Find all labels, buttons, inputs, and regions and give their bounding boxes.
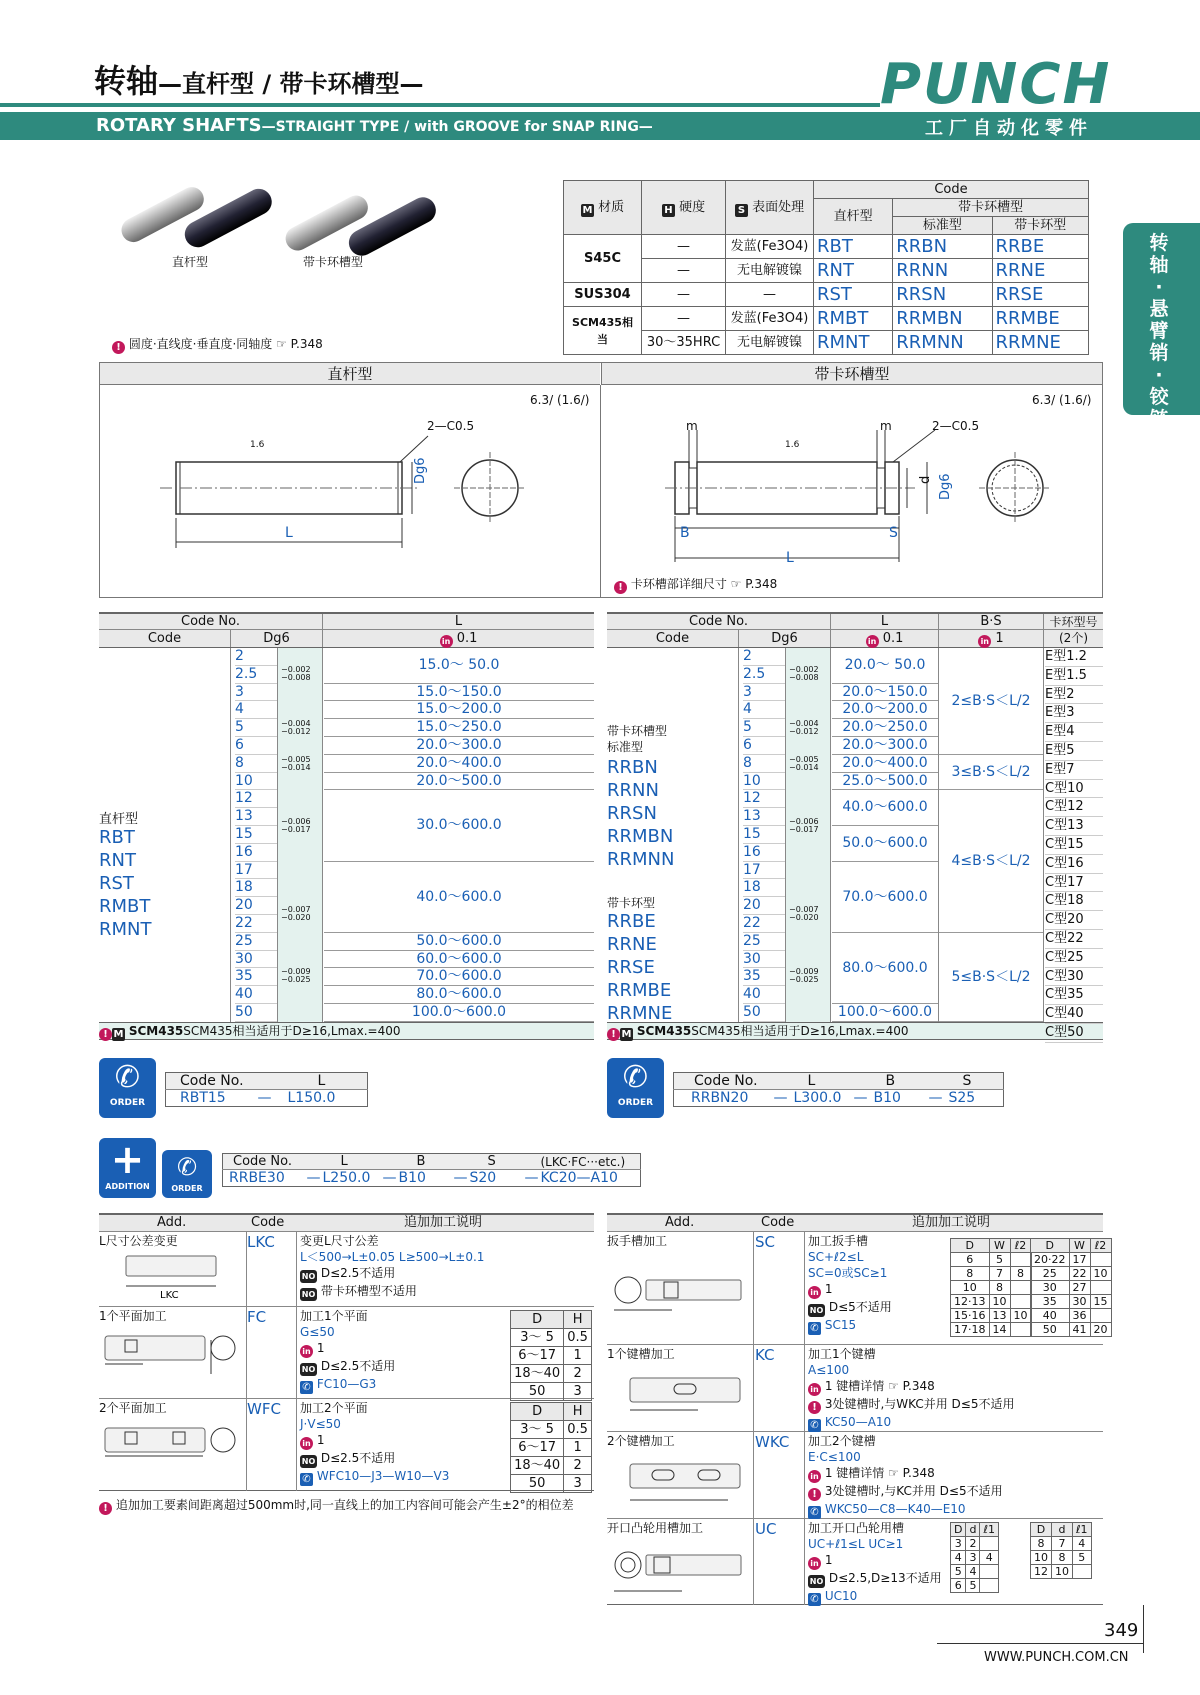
range-value: 20.0～300.0 <box>324 737 594 755</box>
table-header: W <box>1069 1239 1090 1253</box>
table-cell: 17 <box>1069 1253 1090 1267</box>
table-header: D <box>951 1523 966 1537</box>
d-value: 30 <box>743 951 785 969</box>
footer-url: WWW.PUNCH.COM.CN <box>984 1650 1129 1665</box>
table-header: W <box>989 1239 1010 1253</box>
table-cell: 12 <box>1031 1565 1052 1579</box>
range-value: 50.0～600.0 <box>324 933 594 951</box>
table-cell: 8 <box>1031 1537 1052 1551</box>
ring-type: E型5 <box>1045 742 1103 761</box>
tolerance-label: −0.004 −0.012 <box>789 719 819 736</box>
range-value: 5≤B·S＜L/2 <box>939 933 1043 1022</box>
range-value: 20.0～300.0 <box>832 737 938 755</box>
table-cell: 27 <box>1069 1281 1090 1295</box>
fc-h-table: D H 3～ 5 0.5 6～17 1 18～40 2 50 3 <box>510 1310 592 1401</box>
d-value: 5 <box>235 719 277 737</box>
d-value: 16 <box>235 844 277 862</box>
table-cell: 5 <box>989 1253 1010 1267</box>
table-cell: 15 <box>1090 1295 1111 1309</box>
table-cell: 4 <box>980 1551 999 1565</box>
table-header: ℓ2 <box>1090 1239 1111 1253</box>
d-value: 12 <box>235 790 277 808</box>
table-cell: 8 <box>951 1267 990 1281</box>
d-value: 50 <box>743 1004 785 1022</box>
d-value: 35 <box>235 968 277 986</box>
add-kc-code: KC <box>755 1346 775 1364</box>
d-value: 20 <box>743 897 785 915</box>
add-kc-desc: 加工1个键槽 A≤100 in 1 键槽详情 ☞ P.348 ! 3处键槽时,与WKC并用 D≤5不适用 ✆ KC50—A10 <box>808 1347 1015 1431</box>
range-value: 20.0～400.0 <box>324 755 594 773</box>
info-icon: ! <box>112 341 125 354</box>
table-cell: 5 <box>951 1565 966 1579</box>
d-value: 15 <box>235 826 277 844</box>
table-cell: 5 <box>966 1579 980 1593</box>
range-value: 15.0～ 50.0 <box>324 648 594 684</box>
footer-rule-v <box>1143 1605 1144 1653</box>
kc-drawing <box>628 1372 748 1422</box>
page-number: 349 <box>1104 1620 1139 1641</box>
ring-type: E型4 <box>1045 723 1103 742</box>
d-value: 17 <box>235 862 277 880</box>
table-cell: 6 <box>951 1579 966 1593</box>
page-title: 转轴—直杆型 / 带卡环槽型— <box>94 62 424 100</box>
range-value: 50.0～600.0 <box>832 826 938 862</box>
range-value: 20.0～150.0 <box>832 684 938 702</box>
d-value: 13 <box>743 808 785 826</box>
ring-type: E型7 <box>1045 761 1103 780</box>
d-value: 4 <box>235 701 277 719</box>
groove-note: ! 卡环槽部详细尺寸 ☞ P.348 <box>614 576 777 594</box>
order-icon-left: ✆ ORDER <box>99 1058 156 1118</box>
add-lkc-name: L尺寸公差变更 <box>99 1234 178 1248</box>
fc-drawing <box>103 1330 243 1380</box>
dim-d: d <box>918 475 933 484</box>
chamfer-right: 2—C0.5 <box>932 419 980 433</box>
photo-label-groove: 带卡环槽型 <box>303 255 364 269</box>
table-cell: 4 <box>966 1565 980 1579</box>
tolerance-label: −0.007 −0.020 <box>281 905 311 922</box>
d-value: 40 <box>743 986 785 1004</box>
table-cell: 15·16 <box>951 1309 990 1323</box>
d-value: 8 <box>235 755 277 773</box>
add-sc-name: 扳手槽加工 <box>607 1234 668 1248</box>
table-cell: 40 <box>1031 1309 1070 1323</box>
table-cell: 30 <box>1031 1281 1070 1295</box>
add-left-header: Add. Code 追加加工说明 <box>99 1215 594 1232</box>
range-value: 20.0～400.0 <box>832 755 938 773</box>
page-title-en: ROTARY SHAFTS—STRAIGHT TYPE / with GROOVE for SNAP RING— <box>96 115 653 136</box>
d-value: 3 <box>743 684 785 702</box>
d-value: 2.5 <box>235 666 277 684</box>
range-value: 25.0～500.0 <box>832 773 938 791</box>
svg-text:LKC: LKC <box>160 1290 179 1300</box>
d-value: 3 <box>235 684 277 702</box>
wkc-drawing <box>628 1458 748 1514</box>
sc-table-2 <box>1030 1238 1112 1337</box>
table-cell: 25 <box>1031 1267 1070 1281</box>
material-table: M 材质 H 硬度 S 表面处理 Code 直杆型 带卡环槽型 标准型 带卡环型 S45C — 发蓝(Fe3O4) RBT RRBN RRBE — 无电解镀镍 RNT RRNN RRNE SUS304 — — RST RRSN RRSE SCM435相当 — 发蓝(Fe3O4) RMBT RRMBN RRMBE 30～35HRC 无电解镀镍 RMNT RRMNN RRMNE <box>563 180 1089 355</box>
range-value: 15.0～150.0 <box>324 684 594 702</box>
drawing-divider <box>600 385 601 597</box>
ring-type: C型50 <box>1045 1024 1103 1043</box>
ring-type: C型30 <box>1045 968 1103 987</box>
range-value: 20.0～200.0 <box>832 701 938 719</box>
add-kc-name: 1个键槽加工 <box>607 1347 675 1361</box>
order-icon-add: ✆ ORDER <box>162 1150 212 1198</box>
d-value: 50 <box>235 1004 277 1022</box>
table-cell: 10 <box>951 1281 990 1295</box>
add-fc-desc: 加工1个平面 G≤50 in 1 NO D≤2.5不适用 ✆ FC10—G3 <box>300 1309 396 1393</box>
table-cell: 4 <box>951 1551 966 1565</box>
d-value: 40 <box>235 986 277 1004</box>
dim-D-left: Dg6 <box>413 457 428 484</box>
ring-type: E型1.5 <box>1045 667 1103 686</box>
table-cell: 50 <box>1031 1323 1070 1337</box>
d-value: 22 <box>235 915 277 933</box>
order-example-left: Code No. L RBT15 — L150.0 <box>165 1072 368 1107</box>
add-sc-code: SC <box>755 1233 775 1251</box>
sc-table-1 <box>950 1238 1032 1337</box>
table-cell: 36 <box>1069 1309 1090 1323</box>
tolerance-label: −0.006 −0.017 <box>789 817 819 834</box>
range-value: 20.0～250.0 <box>832 719 938 737</box>
uc-table-1 <box>950 1522 999 1593</box>
order-example-add: Code No. L B S (LKC·FC···etc.) RRBE30 — L250.0 — B10 — S20 — KC20—A10 <box>222 1153 641 1187</box>
add-right-header: Add. Code 追加加工说明 <box>607 1215 1103 1232</box>
range-value: 15.0～200.0 <box>324 701 594 719</box>
d-value: 2 <box>235 648 277 666</box>
table-cell: 22 <box>1069 1267 1090 1281</box>
side-tab-label: 转轴·悬臂销·铰链销 <box>1149 232 1169 452</box>
d-value: 18 <box>743 879 785 897</box>
table-header: d <box>1052 1523 1073 1537</box>
dim-L-right: L <box>786 550 794 566</box>
tolerance-label: −0.005 −0.014 <box>789 755 819 772</box>
table-cell <box>1090 1281 1111 1295</box>
ring-type: C型20 <box>1045 911 1103 930</box>
add-wkc-name: 2个键槽加工 <box>607 1434 675 1448</box>
groove-shaft-drawing <box>665 410 1085 570</box>
ring-type: C型16 <box>1045 855 1103 874</box>
add-uc-name: 开口凸轮用槽加工 <box>607 1521 704 1535</box>
lkc-drawing <box>118 1250 228 1300</box>
d-value: 13 <box>235 808 277 826</box>
d-value: 16 <box>743 844 785 862</box>
range-value: 4≤B·S＜L/2 <box>939 790 1043 932</box>
add-wkc-desc: 加工2个键槽 E·C≤100 in 1 键槽详情 ☞ P.348 ! 3处键槽时,与KC并用 D≤5不适用 ✆ WKC50—C8—K40—E10 <box>808 1434 1003 1518</box>
d-value: 2.5 <box>743 666 785 684</box>
table-cell <box>1010 1253 1031 1267</box>
table-cell: 10 <box>989 1295 1010 1309</box>
table-cell: 4 <box>1073 1537 1092 1551</box>
table-cell: 17·18 <box>951 1323 990 1337</box>
d-value: 20 <box>235 897 277 915</box>
table-cell: 14 <box>989 1323 1010 1337</box>
d-value: 6 <box>743 737 785 755</box>
tolerance-label: −0.004 −0.012 <box>281 719 311 736</box>
brand-logo: PUNCH <box>880 52 1112 117</box>
table-cell <box>1090 1309 1111 1323</box>
table-cell <box>980 1565 999 1579</box>
range-value: 80.0～600.0 <box>324 986 594 1004</box>
d-value: 30 <box>235 951 277 969</box>
dim-D-right: Dg6 <box>938 473 953 500</box>
add-fc-code: FC <box>247 1308 267 1326</box>
add-uc-code: UC <box>755 1520 777 1538</box>
dim-B: B <box>680 525 690 541</box>
ring-type: C型25 <box>1045 949 1103 968</box>
addition-icon: + ADDITION <box>99 1138 156 1198</box>
add-wfc-name: 2个平面加工 <box>99 1401 167 1415</box>
table-cell <box>980 1537 999 1551</box>
table-header: D <box>1031 1523 1052 1537</box>
table-header: D <box>1031 1239 1070 1253</box>
d-value: 6 <box>235 737 277 755</box>
d-value: 4 <box>743 701 785 719</box>
add-fc-name: 1个平面加工 <box>99 1309 167 1323</box>
dim-L-left: L <box>285 525 293 541</box>
order-icon-right: ✆ ORDER <box>607 1058 664 1118</box>
title-rule <box>0 103 880 107</box>
ring-type: C型10 <box>1045 780 1103 799</box>
code-RMNT: RMNT <box>99 919 152 940</box>
table-cell: 8 <box>989 1281 1010 1295</box>
shaft-photos <box>110 176 440 260</box>
range-value: 70.0～600.0 <box>832 862 938 933</box>
rough-mark-right: 1.6 <box>785 440 800 450</box>
table-cell <box>1090 1253 1111 1267</box>
roughness-left: 6.3/ (1.6/) <box>530 393 590 407</box>
table-cell: 20 <box>1090 1323 1111 1337</box>
ring-type: C型17 <box>1045 874 1103 893</box>
d-value: 25 <box>235 933 277 951</box>
add-wkc-code: WKC <box>755 1433 790 1451</box>
tolerance-label: −0.006 −0.017 <box>281 817 311 834</box>
range-value: 40.0～600.0 <box>324 862 594 933</box>
table-cell: 8 <box>1010 1267 1031 1281</box>
code-RST: RST <box>99 873 134 894</box>
d-value: 8 <box>743 755 785 773</box>
table-header: d <box>966 1523 980 1537</box>
chamfer-left: 2—C0.5 <box>427 419 475 433</box>
range-value: 15.0～250.0 <box>324 719 594 737</box>
ring-type: C型40 <box>1045 1005 1103 1024</box>
code-RBT: RBT <box>99 827 135 848</box>
table-cell: 5 <box>1073 1551 1092 1565</box>
ring-type: E型3 <box>1045 704 1103 723</box>
tolerance-label: −0.002 −0.008 <box>281 665 311 682</box>
tolerance-label: −0.009 −0.025 <box>789 967 819 984</box>
range-value: 100.0～600.0 <box>324 1004 594 1022</box>
code-RNT: RNT <box>99 850 136 871</box>
table-cell: 41 <box>1069 1323 1090 1337</box>
rough-mark-left: 1.6 <box>250 440 265 450</box>
table-cell: 3 <box>966 1551 980 1565</box>
range-value: 20.0～ 50.0 <box>832 648 938 684</box>
ring-type: C型12 <box>1045 798 1103 817</box>
straight-shaft-drawing <box>160 410 580 550</box>
code-RMBT: RMBT <box>99 896 151 917</box>
d-value: 12 <box>743 790 785 808</box>
range-value: 80.0～600.0 <box>832 933 938 1004</box>
add-sc-desc: 加工扳手槽 SC+ℓ2≤L SC=0或SC≥1 in 1 NO D≤5不适用 ✆ SC15 <box>808 1234 892 1334</box>
d-value: 17 <box>743 862 785 880</box>
uc-drawing <box>612 1545 747 1600</box>
range-value: 100.0～600.0 <box>832 1004 938 1022</box>
ring-type: E型2 <box>1045 686 1103 705</box>
table-cell: 12·13 <box>951 1295 990 1309</box>
dim-m-left: m <box>686 419 698 433</box>
table-cell: 7 <box>989 1267 1010 1281</box>
table-cell <box>1010 1281 1031 1295</box>
table-cell <box>980 1579 999 1593</box>
range-value: 2≤B·S＜L/2 <box>939 648 1043 755</box>
drawing-title-right: 带卡环槽型 <box>601 363 1102 385</box>
wfc-drawing <box>103 1422 243 1472</box>
ring-type: C型35 <box>1045 986 1103 1005</box>
add-left-note: ! 追加加工要素间距离超过500mm时,同一直线上的加工内容间可能会产生±2°的相位差 <box>99 1496 574 1515</box>
d-value: 35 <box>743 968 785 986</box>
table-cell: 13 <box>989 1309 1010 1323</box>
ring-type: E型1.2 <box>1045 648 1103 667</box>
ring-type: C型22 <box>1045 930 1103 949</box>
order-example-right: Code No. L B S RRBN20 — L300.0 — B10 — S25 <box>673 1072 1004 1107</box>
d-value: 10 <box>743 773 785 791</box>
d-value: 10 <box>235 773 277 791</box>
table-cell: 35 <box>1031 1295 1070 1309</box>
table-header: ℓ2 <box>1010 1239 1031 1253</box>
add-lkc-code: LKC <box>247 1233 275 1251</box>
wfc-h-table: D H 3～ 5 0.5 6～17 1 18～40 2 50 3 <box>510 1402 592 1493</box>
table-cell <box>1010 1323 1031 1337</box>
range-value: 60.0～600.0 <box>324 951 594 969</box>
d-value: 2 <box>743 648 785 666</box>
add-wfc-code: WFC <box>247 1400 281 1418</box>
sc-drawing <box>612 1270 747 1320</box>
add-wfc-desc: 加工2个平面 J·V≤50 in 1 NO D≤2.5不适用 ✆ WFC10—J3—W10—V3 <box>300 1401 450 1485</box>
range-value: 70.0～600.0 <box>324 968 594 986</box>
table-header: ℓ1 <box>1073 1523 1092 1537</box>
table-cell: 7 <box>1052 1537 1073 1551</box>
table-cell: 8 <box>1052 1551 1073 1565</box>
dim-S: S <box>889 525 898 541</box>
table-cell: 30 <box>1069 1295 1090 1309</box>
table-cell: 10 <box>1090 1267 1111 1281</box>
d-value: 18 <box>235 879 277 897</box>
d-value: 15 <box>743 826 785 844</box>
table-cell: 3 <box>951 1537 966 1551</box>
ring-type: C型18 <box>1045 892 1103 911</box>
table-header: D <box>951 1239 990 1253</box>
table-cell <box>1010 1295 1031 1309</box>
roughness-right: 6.3/ (1.6/) <box>1032 393 1092 407</box>
table-cell: 20·22 <box>1031 1253 1070 1267</box>
add-uc-desc: 加工开口凸轮用槽 UC+ℓ1≤L UC≥1 in 1 NO D≤2.5,D≥13不适用 ✆ UC10 <box>808 1521 942 1605</box>
dim-m-right: m <box>880 419 892 433</box>
left-spec-table: Code No. L Code Dg6 in 0.1 直杆型 RBT RNT RST RMBT RMNT 2 2.5 3 4 5 6 8 10 12 13 15 16 17 18 20 22 25 30 35 40 50 15.0～ 50.0 15.0～150.0 15.0～200.0 15.0～250.0 20.0～300.0 20.0～400.0 20.0～500.0 30.0～600.0 40.0～600.0 50.0～600.0 60.0～600.0 70.0～600.0 80.0～600.0 100.0～600.0 −0.002 −0.008 −0.004 −0.012 −0.005 −0.014 −0.006 −0.017 −0.007 −0.020 −0.009 −0.025 ! M SCM435SCM435相当适用于D≥16,Lmax.=400 <box>99 612 594 1040</box>
tolerance-label: −0.002 −0.008 <box>789 665 819 682</box>
d-value: 25 <box>743 933 785 951</box>
tolerance-label: −0.009 −0.025 <box>281 967 311 984</box>
brand-tagline: 工厂自动化零件 <box>925 118 1093 139</box>
photo-note: ! 圆度·直线度·垂直度·同轴度 ☞ P.348 <box>112 336 323 354</box>
table-cell: 10 <box>1031 1551 1052 1565</box>
tolerance-label: −0.005 −0.014 <box>281 755 311 772</box>
d-value: 22 <box>743 915 785 933</box>
uc-table-2 <box>1030 1522 1092 1579</box>
range-value: 20.0～500.0 <box>324 773 594 791</box>
ring-type: C型13 <box>1045 817 1103 836</box>
table-cell <box>1073 1565 1092 1579</box>
table-header: ℓ1 <box>980 1523 999 1537</box>
table-cell: 2 <box>966 1537 980 1551</box>
table-cell: 10 <box>1052 1565 1073 1579</box>
range-value: 40.0～600.0 <box>832 790 938 826</box>
right-spec-table: Code No. L B·S 卡环型号 Code Dg6 in 0.1 in 1 (2个) 带卡环槽型 标准型 RRBN RRNN RRSN RRMBN RRMNN 带卡环型 RRBE RRNE RRSE RRMBE RRMNE 2 2.5 3 4 5 6 8 10 12 13 15 16 17 18 20 22 25 30 35 40 50 20.0～ 50.0 20.0～150.0 20.0～200.0 20.0～250.0 20.0～300.0 20.0～400.0 25.0～500.0 40.0～600.0 50.0～600.0 70.0～600.0 80.0～600.0 100.0～600.0 2≤B·S＜L/2 3≤B·S＜L/2 4≤B·S＜L/2 5≤B·S＜L/2 E型1.2 E型1.5 E型2 E型3 E型4 E型5 E型7 C型10 C型12 C型13 C型15 C型16 C型17 C型18 C型20 C型22 C型25 C型30 C型35 C型40 C型50 −0.002 −0.008 −0.004 −0.012 −0.005 −0.014 −0.006 −0.017 −0.007 −0.020 −0.009 −0.025 ! M SCM435SCM435相当适用于D≥16,Lmax.=400 <box>607 612 1103 1040</box>
d-value: 5 <box>743 719 785 737</box>
table-cell: 6 <box>951 1253 990 1267</box>
drawing-title-left: 直杆型 <box>100 363 600 385</box>
add-lkc-desc: 变更L尺寸公差 L＜500→L±0.05 L≥500→L±0.1 NO D≤2.5不适用 NO 带卡环槽型不适用 <box>300 1234 485 1299</box>
ring-type: C型15 <box>1045 836 1103 855</box>
tolerance-label: −0.007 −0.020 <box>789 905 819 922</box>
footer-rule-h <box>937 1643 1143 1644</box>
range-value: 30.0～600.0 <box>324 790 594 861</box>
photo-label-straight: 直杆型 <box>172 255 209 269</box>
table-cell: 10 <box>1010 1309 1031 1323</box>
range-value: 3≤B·S＜L/2 <box>939 755 1043 791</box>
